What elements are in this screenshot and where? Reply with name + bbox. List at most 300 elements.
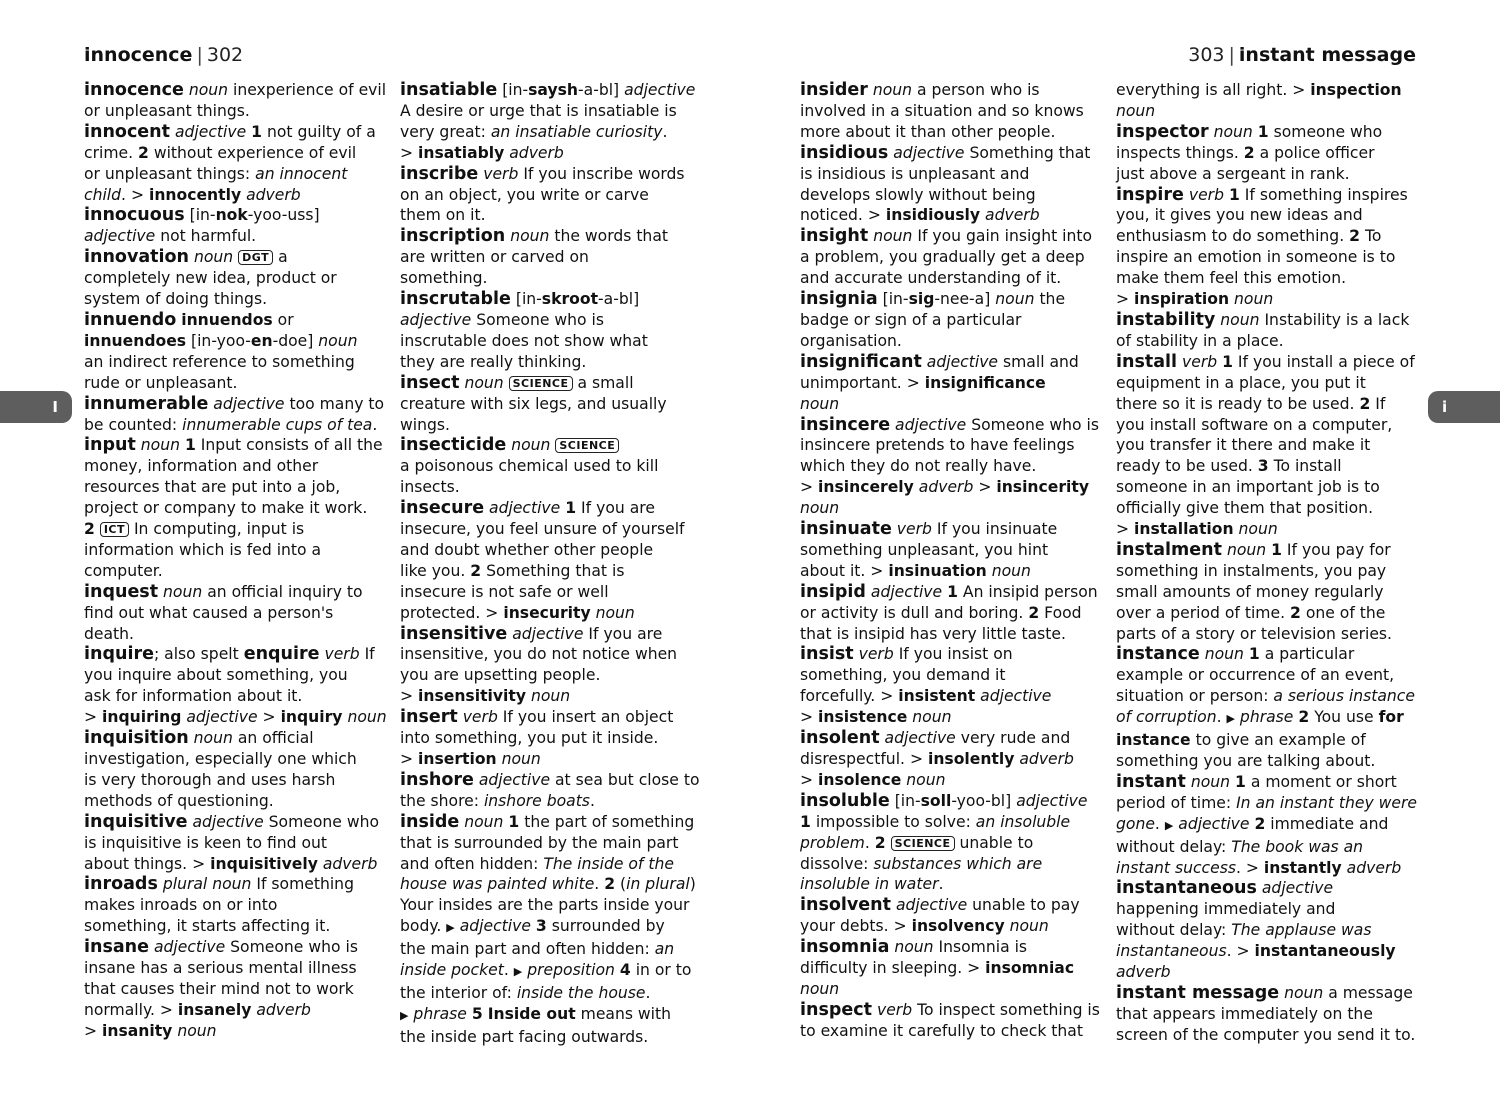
entry-line — [800, 833, 1102, 854]
text-run: . — [938, 875, 944, 894]
entry-line — [800, 854, 1102, 875]
text-run: unimportant. > — [800, 373, 925, 392]
entry-line — [400, 707, 702, 728]
entry-line — [800, 916, 1102, 937]
text-run: find out what caused a person's — [84, 603, 334, 622]
text-run: a message — [1323, 983, 1413, 1002]
entry-line — [84, 749, 386, 770]
text-run: . — [1154, 814, 1165, 833]
entry-line — [400, 960, 702, 983]
text-run: project or company to make it work. — [84, 499, 368, 518]
entry-line — [1116, 730, 1418, 751]
text-run: about things. > — [84, 854, 211, 873]
italic-text: adverb — [504, 143, 564, 162]
text-run: you transfer it there and make it — [1116, 436, 1371, 455]
entry-line — [800, 958, 1102, 979]
entry-line — [1116, 268, 1418, 289]
italic-text: noun — [1199, 645, 1244, 664]
italic-text: adverb — [913, 478, 974, 497]
italic-text: noun — [590, 603, 635, 622]
bold-text: insertion — [418, 750, 497, 768]
text-run: equipment in a place, you put it — [1116, 373, 1366, 392]
text-run: body. — [400, 917, 447, 936]
bold-text: 3 — [1257, 457, 1269, 476]
text-run: the main part and often hidden: — [400, 940, 655, 959]
text-run: insensitive, you do not notice when — [400, 645, 678, 664]
entry-line — [800, 979, 1102, 1000]
italic-text: instant success — [1116, 858, 1236, 877]
entry-line — [1116, 772, 1418, 793]
bold-text: for — [1378, 708, 1404, 727]
bold-text: soll — [920, 791, 952, 810]
entry-line — [1116, 456, 1418, 477]
text-run: is insidious is unpleasant and — [800, 164, 1030, 183]
text-run: you are upsetting people. — [400, 666, 601, 685]
entry-line — [400, 895, 702, 916]
italic-text: a serious instance — [1273, 687, 1415, 706]
text-run: Someone who is — [966, 415, 1100, 434]
entry-line — [400, 540, 702, 561]
text-run: inspire an emotion in someone is to — [1116, 248, 1396, 267]
italic-text: noun — [1233, 520, 1278, 539]
entry-line — [800, 164, 1102, 185]
text-run: immediate and — [1265, 814, 1389, 833]
entry-line — [400, 122, 702, 143]
headword: insist — [800, 644, 854, 665]
entry-line — [84, 456, 386, 477]
running-headword: innocence — [84, 44, 193, 66]
text-run: they are really thinking. — [400, 352, 587, 371]
headword: inscription — [400, 226, 506, 247]
italic-text: preposition — [522, 961, 615, 980]
bold-text: 1 — [1222, 352, 1233, 371]
text-run: If you insert an object — [497, 708, 674, 727]
headword: inquire — [84, 644, 154, 665]
text-run: . — [1216, 708, 1227, 727]
bold-text: 2 — [84, 520, 95, 539]
headword: innovation — [84, 247, 189, 268]
bold-text: 1 — [947, 582, 958, 601]
italic-text: adjective — [1256, 879, 1334, 898]
bold-text: 1 — [1257, 122, 1269, 141]
bold-text: insinuation — [888, 561, 987, 580]
italic-text: noun — [907, 708, 952, 727]
entry-line — [800, 415, 1102, 436]
entry-line — [84, 644, 386, 665]
running-headword: instant message — [1238, 44, 1416, 66]
italic-text: plural noun — [157, 875, 252, 894]
text-run: protected. > — [400, 603, 504, 622]
triangle-marker-icon: ▶ — [400, 1008, 409, 1022]
dictionary-column-1 — [84, 80, 386, 1042]
headword: inside — [400, 811, 460, 832]
entry-line — [1116, 247, 1418, 268]
italic-text: adjective — [921, 352, 999, 371]
entry-line — [800, 101, 1102, 122]
text-run: that is surrounded by the main part — [400, 833, 679, 852]
entry-line — [400, 939, 702, 960]
text-run: a police officer — [1254, 143, 1375, 162]
page-number: 302 — [206, 44, 244, 66]
text-run: [in- — [877, 290, 909, 309]
text-run: someone who — [1268, 122, 1383, 141]
entry-line — [800, 519, 1102, 540]
entry-line — [1116, 920, 1418, 941]
headword: innumerable — [84, 393, 209, 414]
italic-text: noun — [995, 290, 1035, 309]
italic-text: noun — [800, 499, 840, 518]
italic-text: noun — [800, 979, 840, 998]
headword: instability — [1116, 309, 1216, 330]
text-run: a moment or short — [1245, 772, 1397, 791]
text-run: > — [800, 478, 819, 497]
italic-text: noun — [158, 582, 203, 601]
headword: instance — [1116, 644, 1200, 665]
italic-text: noun — [189, 248, 234, 267]
entry-line — [84, 603, 386, 624]
text-run: involved in a situation and so knows — [800, 101, 1084, 120]
entry-line — [400, 854, 702, 875]
italic-text: an innocent — [255, 164, 348, 183]
text-run: a small — [572, 373, 634, 392]
italic-text: adjective — [888, 143, 965, 162]
italic-text: noun — [172, 1021, 217, 1040]
headword: insignificant — [800, 351, 922, 372]
entry-line — [1116, 686, 1418, 707]
headword: insecure — [400, 498, 485, 519]
entry-line — [800, 1000, 1102, 1021]
text-run: To inspect something is — [912, 1000, 1100, 1019]
text-run: resources that are put into a job, — [84, 478, 341, 497]
entry-line — [84, 185, 386, 206]
bold-text: insincerely — [818, 478, 914, 497]
entry-line — [1116, 582, 1418, 603]
entry-line — [84, 979, 386, 1000]
text-run: information which is fed into a — [84, 540, 322, 559]
headword: enquire — [243, 644, 320, 665]
text-run: and often hidden: — [400, 854, 544, 873]
text-run: inspects things. — [1116, 143, 1244, 162]
text-run: death. — [84, 624, 135, 643]
italic-text: adverb — [1116, 963, 1171, 982]
text-run: someone in an important job is to — [1116, 478, 1380, 497]
bold-text: 1 — [184, 436, 196, 455]
entry-line — [400, 80, 702, 101]
italic-text: innumerable cups of tea — [182, 415, 373, 434]
text-run: more about it than other people. — [800, 122, 1056, 141]
text-run: Your insides are the parts inside your — [400, 896, 690, 915]
text-run: -yoo-bl] — [951, 791, 1017, 810]
text-run: without delay: — [1116, 837, 1232, 856]
text-run: happening immediately and — [1116, 900, 1336, 919]
entry-line — [84, 289, 386, 310]
headword: inquisitive — [84, 811, 188, 832]
entry-line — [800, 247, 1102, 268]
entry-line — [400, 164, 702, 185]
entry-line — [400, 247, 702, 268]
bold-text: Inside out — [487, 1004, 576, 1023]
bold-text: 2 — [604, 875, 616, 894]
bold-text: insanity — [102, 1021, 173, 1040]
headword: insight — [800, 226, 869, 247]
entry-line — [1116, 751, 1418, 772]
text-run: and accurate understanding of it. — [800, 269, 1062, 288]
text-run: > — [1116, 520, 1135, 539]
italic-text: In an instant they were — [1236, 793, 1417, 812]
italic-text: instantaneous — [1116, 942, 1227, 961]
entry-line — [1116, 793, 1418, 814]
italic-text: an insatiable curiosity — [490, 122, 663, 141]
text-run: the shore: — [400, 791, 484, 810]
text-run: -doe] — [272, 331, 319, 350]
bold-text: insatiably — [418, 143, 505, 162]
text-run: insecure, you feel unsure of yourself — [400, 520, 685, 539]
entry-line — [400, 456, 702, 477]
triangle-marker-icon: ▶ — [1164, 818, 1174, 832]
bold-text: insolvency — [911, 917, 1005, 936]
bold-text: 1 — [251, 122, 263, 141]
italic-text: inshore boats — [483, 791, 590, 810]
text-run: -yoo-uss] — [247, 206, 320, 225]
text-run: too many to — [284, 394, 385, 413]
text-run: impossible to solve: — [810, 812, 976, 831]
text-run: to examine it carefully to check that — [800, 1021, 1083, 1040]
entry-line — [400, 916, 702, 939]
bold-text: 2 — [138, 143, 149, 162]
entry-line — [800, 770, 1102, 791]
bold-text: installation — [1134, 520, 1234, 539]
text-run — [504, 374, 509, 392]
subject-label-tag: SCIENCE — [555, 438, 619, 453]
text-run: without delay: — [1116, 921, 1232, 940]
entry-line — [400, 728, 702, 749]
entry-line — [1116, 331, 1418, 352]
entry-line — [400, 268, 702, 289]
italic-text: noun — [188, 729, 233, 748]
entry-line — [84, 415, 386, 436]
text-run: Someone who is — [225, 938, 358, 957]
italic-text: adjective — [149, 938, 226, 957]
italic-text: adjective — [454, 917, 531, 936]
bold-text: inspiration — [1134, 290, 1230, 309]
headword: instant message — [1116, 982, 1280, 1003]
entry-line — [1116, 624, 1418, 645]
text-run: In computing, input is — [129, 520, 305, 539]
bold-text: 2 — [1028, 603, 1040, 622]
bold-text: 2 — [1243, 143, 1255, 162]
text-run: rude or unpleasant. — [84, 373, 238, 392]
entry-line — [400, 435, 702, 456]
text-run: . — [589, 791, 595, 810]
entry-line — [800, 624, 1102, 645]
bold-text: 1 — [508, 812, 520, 831]
entry-line — [84, 268, 386, 289]
text-run: disrespectful. > — [800, 750, 928, 768]
entry-line — [800, 895, 1102, 916]
entry-line — [1116, 498, 1418, 519]
text-run: period of time: — [1116, 793, 1237, 812]
entry-line — [84, 707, 386, 728]
headword: instalment — [1116, 539, 1222, 560]
text-run: ready to be used. — [1116, 457, 1258, 476]
italic-text: noun — [459, 812, 504, 831]
dictionary-column-3 — [800, 80, 1102, 1042]
bold-text: insistence — [818, 708, 908, 727]
text-run: small amounts of money regularly — [1116, 582, 1384, 601]
text-run: just above a sergeant in rank. — [1116, 164, 1350, 183]
bold-text: instantaneously — [1254, 942, 1396, 961]
bold-text: 1 — [800, 812, 811, 831]
bold-text: insolence — [818, 770, 902, 789]
entry-line — [1116, 477, 1418, 498]
text-run: . — [662, 122, 668, 141]
entry-line — [400, 770, 702, 791]
entry-line — [84, 582, 386, 603]
text-run: inscrutable does not show what — [400, 331, 648, 350]
entry-line — [800, 1021, 1102, 1042]
text-run: parts of a story or television series. — [1116, 624, 1393, 643]
text-run: If something inspires — [1239, 185, 1408, 204]
text-run: Someone who is — [471, 310, 604, 329]
text-run: A desire or urge that is insatiable is — [400, 101, 677, 120]
text-run: the — [1034, 290, 1066, 309]
entry-line — [400, 983, 702, 1004]
italic-text: verb — [457, 708, 498, 727]
headword: insecticide — [400, 435, 507, 456]
italic-text: noun — [1221, 540, 1267, 559]
italic-text: noun — [505, 227, 550, 246]
italic-text: adjective — [507, 624, 584, 643]
bold-text: nok — [215, 206, 248, 225]
entry-line — [800, 289, 1102, 310]
bold-text: inspection — [1310, 81, 1402, 99]
headword: insatiable — [400, 80, 498, 100]
entry-line — [400, 561, 702, 582]
italic-text: child — [84, 185, 122, 204]
entry-line — [400, 812, 702, 833]
bold-text: 2 — [1290, 603, 1301, 622]
entry-line — [400, 624, 702, 645]
italic-text: verb — [1183, 185, 1224, 204]
italic-text: adverb — [241, 185, 301, 204]
text-run: If you insinuate — [931, 520, 1058, 539]
entry-line — [84, 226, 386, 247]
entry-line — [800, 812, 1102, 833]
italic-text: noun — [868, 227, 913, 246]
entry-line — [84, 895, 386, 916]
text-run: Something that is — [481, 561, 625, 580]
dictionary-column-2 — [400, 80, 702, 1048]
bold-text: instantly — [1263, 858, 1342, 877]
header-separator: | — [1228, 44, 1235, 66]
text-run: [in- — [497, 81, 529, 99]
entry-line — [1116, 540, 1418, 561]
text-run: > — [1116, 290, 1135, 309]
text-run: an official — [232, 729, 314, 748]
text-run: If — [1370, 394, 1386, 413]
entry-line — [800, 352, 1102, 373]
text-run: insecure is not safe or well — [400, 582, 609, 601]
text-run: a — [273, 248, 288, 267]
entry-line — [800, 205, 1102, 226]
bold-text: innuendoes — [84, 331, 187, 350]
headword: instantaneous — [1116, 878, 1257, 899]
text-run: not guilty of a — [262, 122, 376, 141]
italic-text: verb — [853, 645, 894, 664]
text-run: something, it starts affecting it. — [84, 917, 331, 936]
entry-line — [400, 310, 702, 331]
text-run: [in- — [184, 206, 216, 225]
text-run: difficulty in sleeping. > — [800, 959, 986, 978]
entry-line — [800, 749, 1102, 770]
text-run: is very thorough and uses harsh — [84, 770, 336, 789]
text-run: ( — [615, 875, 627, 894]
entry-line — [84, 1000, 386, 1021]
entry-line — [800, 435, 1102, 456]
entry-line — [1116, 899, 1418, 920]
italic-text: adjective — [400, 310, 472, 329]
entry-line — [1116, 185, 1418, 206]
entry-line — [84, 770, 386, 791]
entry-line — [400, 331, 702, 352]
entry-line — [84, 812, 386, 833]
entry-line — [400, 874, 702, 895]
text-run: If you install a piece of — [1232, 352, 1415, 371]
italic-text: gone — [1116, 814, 1155, 833]
italic-text: adjective — [891, 896, 968, 915]
headword: insane — [84, 937, 150, 958]
entry-line — [84, 101, 386, 122]
triangle-marker-icon: ▶ — [1226, 712, 1235, 726]
text-run: To install — [1268, 457, 1342, 476]
text-run: to give an example of — [1190, 731, 1366, 750]
entry-line — [1116, 310, 1418, 331]
entry-line — [1116, 226, 1418, 247]
bold-text: insolently — [927, 750, 1015, 768]
entry-line — [84, 686, 386, 707]
entry-line — [1116, 435, 1418, 456]
page-header-left — [84, 44, 243, 66]
subject-label-tag: ICT — [100, 522, 129, 537]
text-run: If something — [251, 875, 354, 894]
entry-line — [1116, 101, 1418, 122]
text-run: crime. — [84, 143, 139, 162]
text-run: make them feel this emotion. — [1116, 269, 1347, 288]
entry-line — [1116, 837, 1418, 858]
entry-line — [84, 143, 386, 164]
text-run: If you gain insight into — [912, 227, 1093, 246]
bold-text: saysh — [528, 81, 579, 99]
italic-text: The book was an — [1231, 837, 1364, 856]
text-run: your debts. > — [800, 917, 912, 936]
text-run: insincere pretends to have feelings — [800, 436, 1075, 455]
italic-text: adverb — [1014, 750, 1074, 768]
text-run: or activity is dull and boring. — [800, 603, 1029, 622]
text-run: means with — [575, 1004, 672, 1023]
text-run: in or to — [630, 961, 692, 980]
text-run: something. — [400, 269, 488, 288]
bold-text: inquiry — [280, 708, 343, 727]
italic-text: The inside of the — [543, 854, 674, 873]
text-run: wings. — [400, 415, 450, 434]
italic-text: noun — [459, 373, 504, 392]
bold-text: 1 — [1248, 645, 1260, 664]
italic-text: adjective — [208, 394, 285, 413]
entry-line — [84, 164, 386, 185]
bold-text: insanely — [177, 1000, 252, 1019]
entry-line — [800, 143, 1102, 164]
text-run: without experience of evil — [148, 143, 357, 162]
